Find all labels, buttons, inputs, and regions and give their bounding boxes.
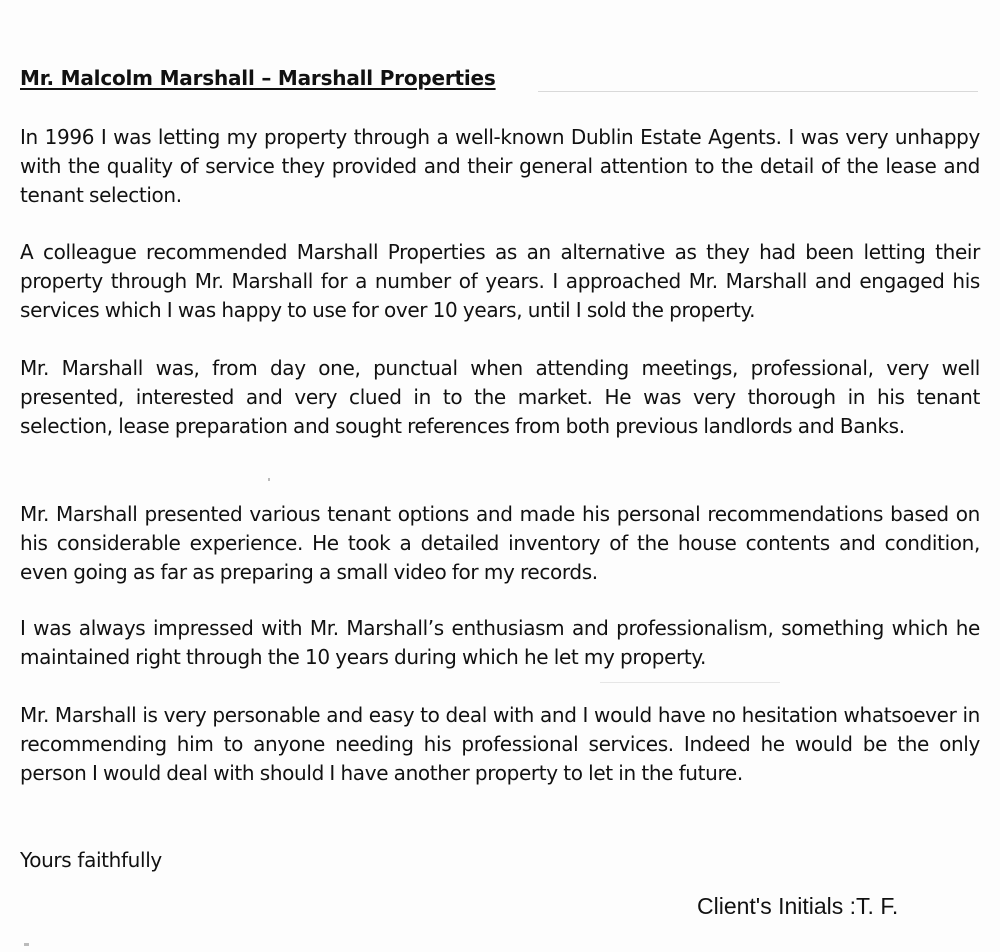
- paragraph-enthusiasm: I was always impressed with Mr. Marshall’s enthusiasm and professionalism, something which he maintained right through the 10 years during which he let my property.: [20, 616, 980, 669]
- paragraph-intro: In 1996 I was letting my property through a well-known Dublin Estate Agents. I was very unhappy with the quality of service they provided and their general attention to the detail of the lease and tenant selection.: [20, 125, 980, 207]
- letter-closing: Yours faithfully: [20, 848, 162, 872]
- paragraph-tenant-options: Mr. Marshall presented various tenant options and made his personal recommendations based on his considerable experience. He took a detailed inventory of the house contents and condition, even going as far as preparing a small video for my records.: [20, 502, 980, 584]
- scan-speck: [24, 943, 29, 946]
- paragraph-professionalism: Mr. Marshall was, from day one, punctual when attending meetings, professional, very well presented, interested and very clued in to the market. He was very thorough in his tenant selection, lease preparation and sought references from both previous landlords and Banks.: [20, 356, 980, 438]
- letter-heading: Mr. Malcolm Marshall – Marshall Properties: [20, 66, 496, 90]
- scan-speck: [268, 478, 270, 481]
- paragraph-conclusion: Mr. Marshall is very personable and easy to deal with and I would have no hesitation whatsoever in recommending him to anyone needing his professional services. Indeed he would be the only person I would deal with should I have another property to let in the future.: [20, 703, 980, 785]
- client-initials: Client's Initials :T. F.: [697, 893, 899, 919]
- paragraph-recommendation: A colleague recommended Marshall Properties as an alternative as they had been letting their property through Mr. Marshall for a number of years. I approached Mr. Marshall and engaged his services which I was happy to use for over 10 years, until I sold the property.: [20, 240, 980, 322]
- scan-rule-line: [538, 91, 978, 92]
- scan-speck: [600, 682, 780, 683]
